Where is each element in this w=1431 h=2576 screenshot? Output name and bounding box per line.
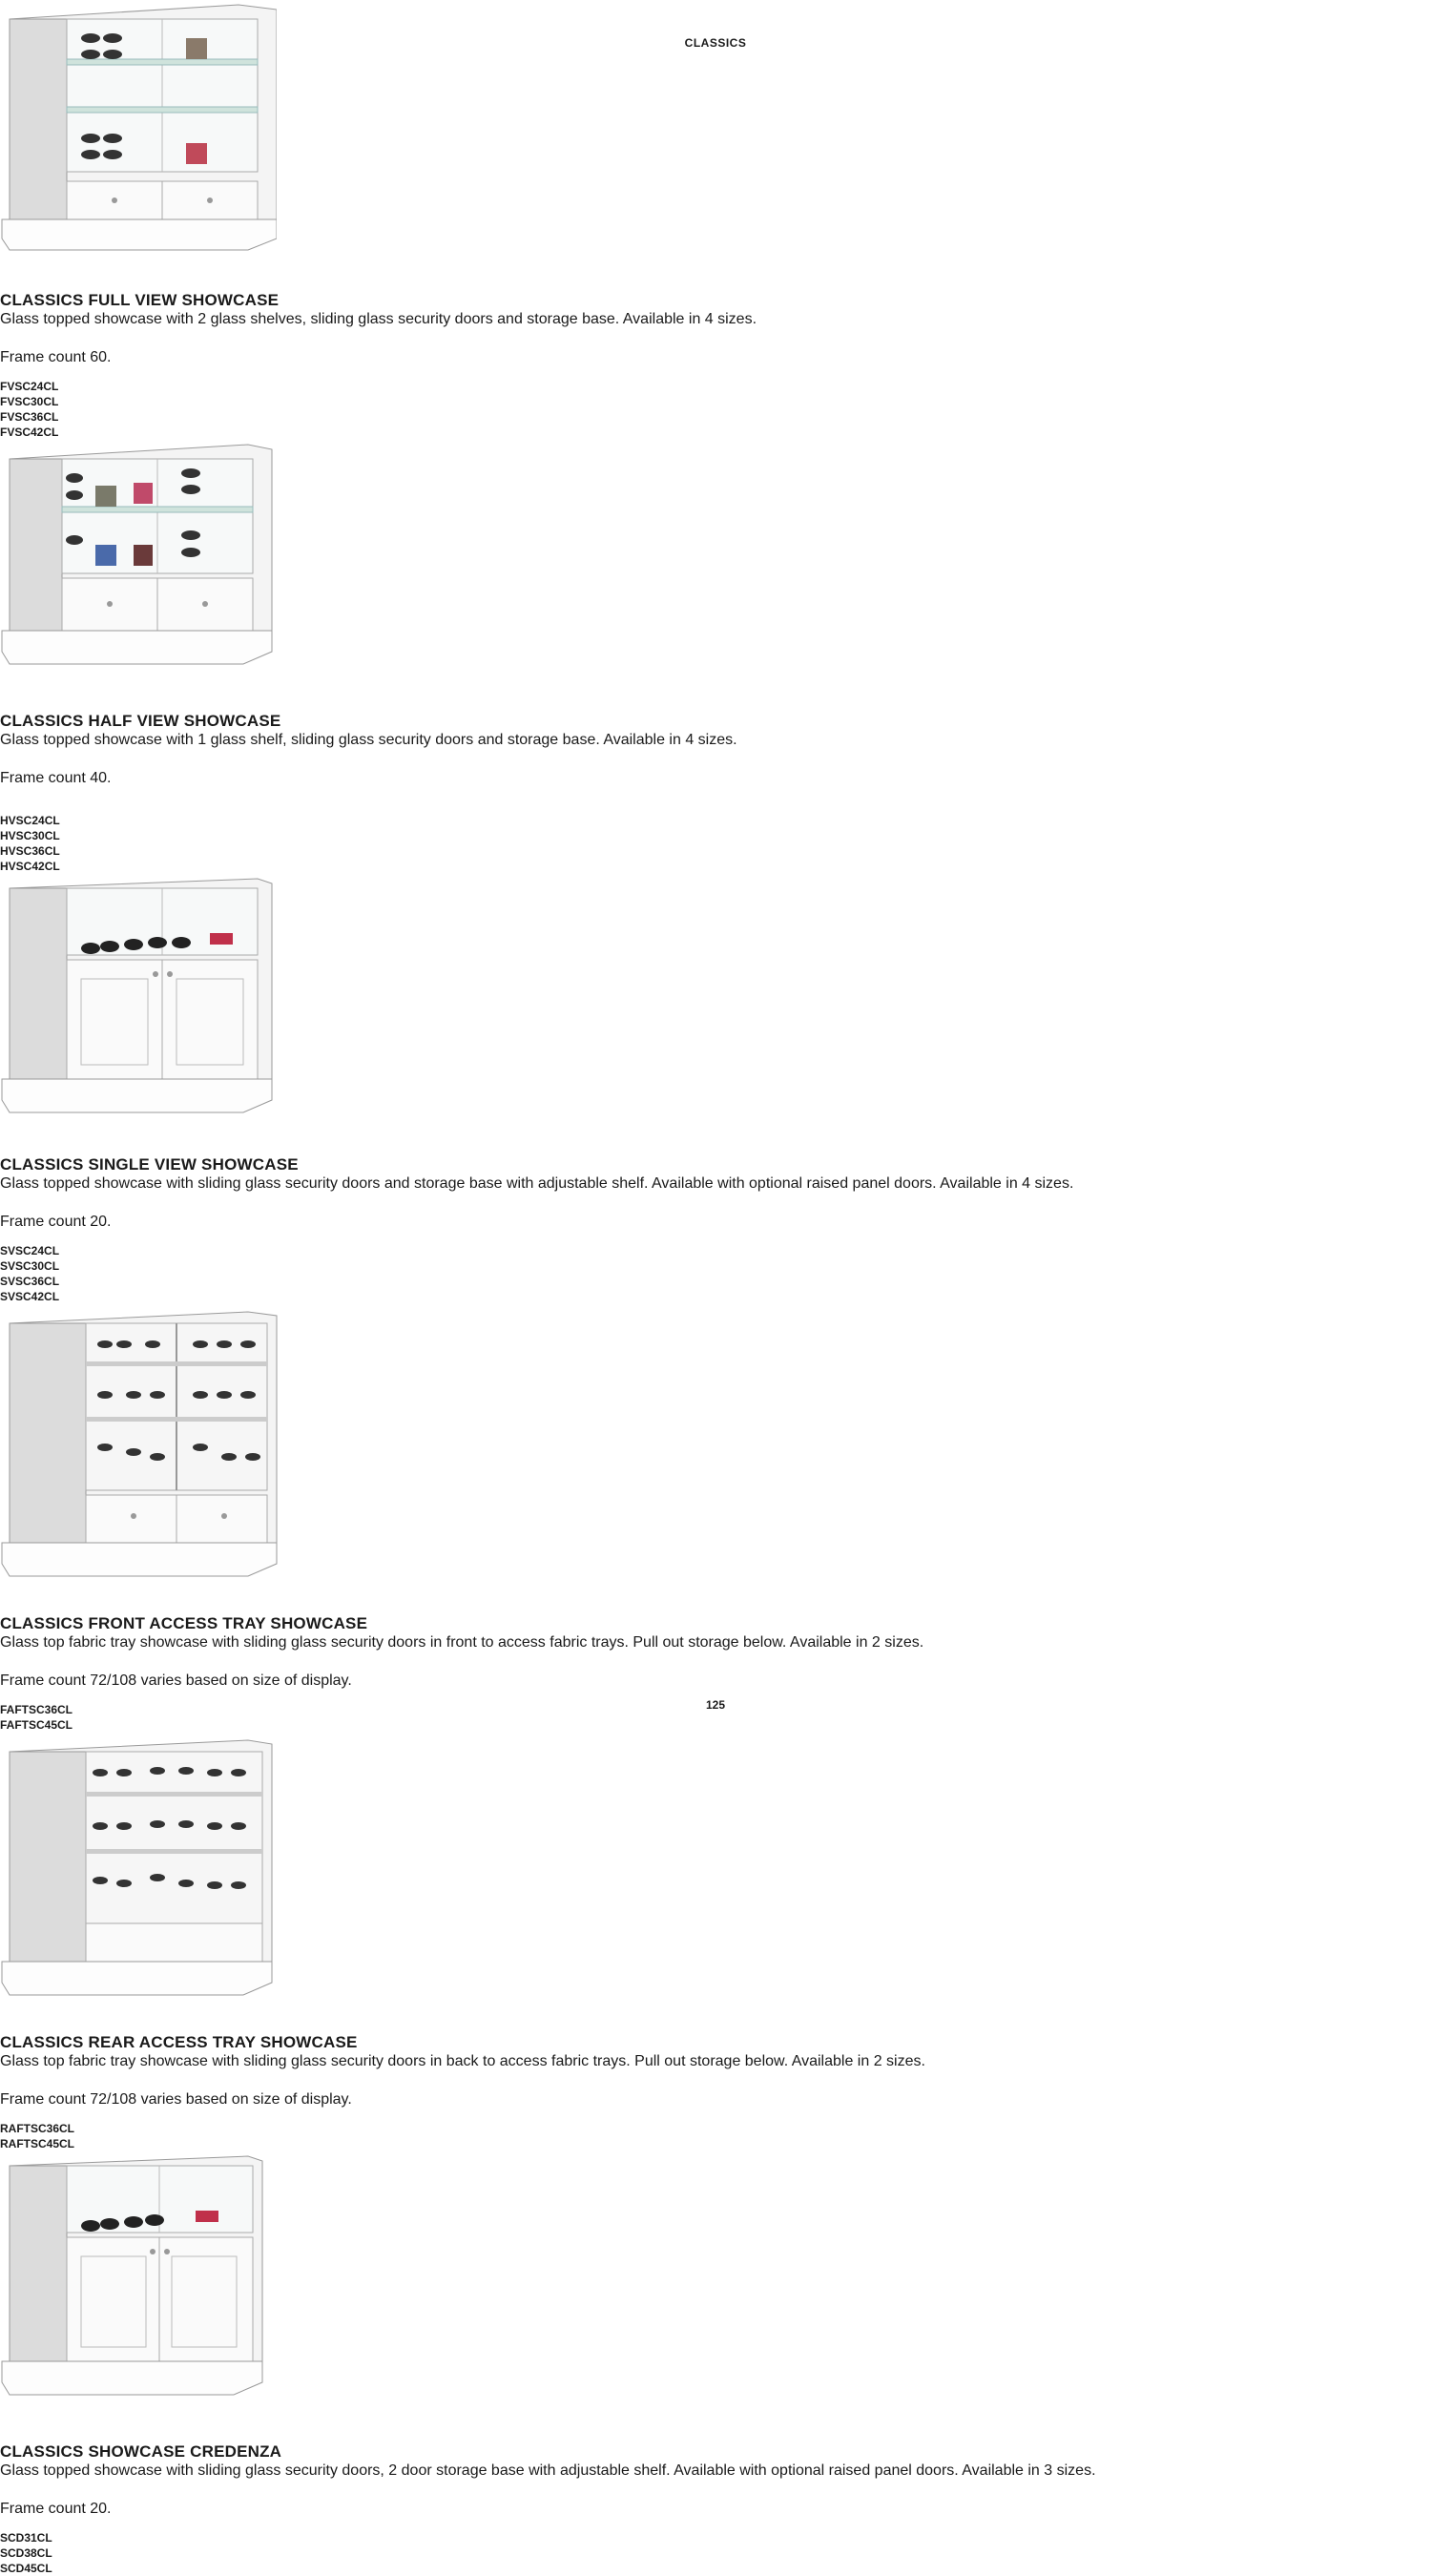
product-codes	[0, 379, 1431, 440]
product-codes	[0, 2530, 1431, 2576]
page-number: 125	[705, 1698, 726, 1712]
product-title: CLASSICS SHOWCASE CREDENZA	[0, 2442, 282, 2461]
product-codes	[0, 2121, 1431, 2151]
product-code: SCD38CL	[0, 2546, 52, 2560]
product-code: RAFTSC45CL	[0, 2137, 75, 2150]
product-code: HVSC42CL	[0, 860, 60, 873]
product-title: CLASSICS FULL VIEW SHOWCASE	[0, 291, 280, 309]
product-title: CLASSICS FRONT ACCESS TRAY SHOWCASE	[0, 1614, 368, 1632]
product-rear-access-tray-showcase	[0, 1733, 1431, 2151]
product-half-view-showcase	[0, 440, 1431, 874]
product-code: SVSC24CL	[0, 1244, 60, 1257]
product-code: HVSC36CL	[0, 844, 60, 858]
single-view-showcase-image	[0, 874, 1431, 1155]
product-code: SCD45CL	[0, 2562, 52, 2575]
product-code: HVSC24CL	[0, 814, 60, 827]
product-front-access-tray-showcase	[0, 1304, 1431, 1733]
rear-access-tray-showcase-image	[0, 1733, 1431, 2033]
product-codes	[0, 1243, 1431, 1304]
product-codes	[0, 813, 1431, 874]
product-description: Glass top fabric tray showcase with sliding glass security doors in back to access fabric trays. Pull out storage below. Available in 2 sizes.	[0, 2053, 925, 2069]
frame-count: Frame count 72/108 varies based on size of display.	[0, 1672, 352, 1689]
showcase-credenza-image	[0, 2151, 1431, 2442]
frame-count: Frame count 60.	[0, 349, 112, 365]
product-title: CLASSICS REAR ACCESS TRAY SHOWCASE	[0, 2033, 358, 2051]
product-code: SCD31CL	[0, 2531, 52, 2545]
half-view-showcase-image	[0, 440, 1431, 712]
front-access-tray-showcase-image	[0, 1304, 1431, 1614]
frame-count: Frame count 20.	[0, 1214, 112, 1230]
product-code: FAFTSC36CL	[0, 1703, 73, 1716]
section-header: CLASSICS	[684, 36, 747, 50]
product-code: FVSC30CL	[0, 395, 59, 408]
frame-count: Frame count 40.	[0, 770, 112, 786]
product-code: RAFTSC36CL	[0, 2122, 75, 2135]
product-description: Glass topped showcase with 1 glass shelf, sliding glass security doors and storage base. Available in 4 sizes.	[0, 732, 737, 748]
product-code: SVSC36CL	[0, 1275, 60, 1288]
product-single-view-showcase	[0, 874, 1431, 1304]
frame-count: Frame count 72/108 varies based on size of display.	[0, 2091, 352, 2108]
product-description: Glass topped showcase with sliding glass security doors, 2 door storage base with adjustable shelf. Available with optional raised panel doors. Available in 3 sizes.	[0, 2462, 1096, 2479]
product-code: FVSC24CL	[0, 380, 59, 393]
product-code: FVSC42CL	[0, 426, 59, 439]
product-description: Glass top fabric tray showcase with sliding glass security doors in front to access fabric trays. Pull out storage below. Available in 2 sizes.	[0, 1634, 924, 1651]
product-full-view-showcase	[0, 0, 1431, 440]
product-description: Glass topped showcase with sliding glass security doors and storage base with adjustable shelf. Available with optional raised panel doors. Available in 4 sizes.	[0, 1175, 1074, 1192]
product-description: Glass topped showcase with 2 glass shelves, sliding glass security doors and storage base. Available in 4 sizes.	[0, 311, 757, 327]
frame-count: Frame count 20.	[0, 2501, 112, 2517]
product-code: HVSC30CL	[0, 829, 60, 842]
product-code: FAFTSC45CL	[0, 1718, 73, 1732]
product-showcase-credenza	[0, 2151, 1431, 2576]
product-code: SVSC30CL	[0, 1259, 60, 1273]
product-code: FVSC36CL	[0, 410, 59, 424]
product-code: SVSC42CL	[0, 1290, 60, 1303]
product-title: CLASSICS HALF VIEW SHOWCASE	[0, 712, 281, 730]
product-title: CLASSICS SINGLE VIEW SHOWCASE	[0, 1155, 299, 1174]
